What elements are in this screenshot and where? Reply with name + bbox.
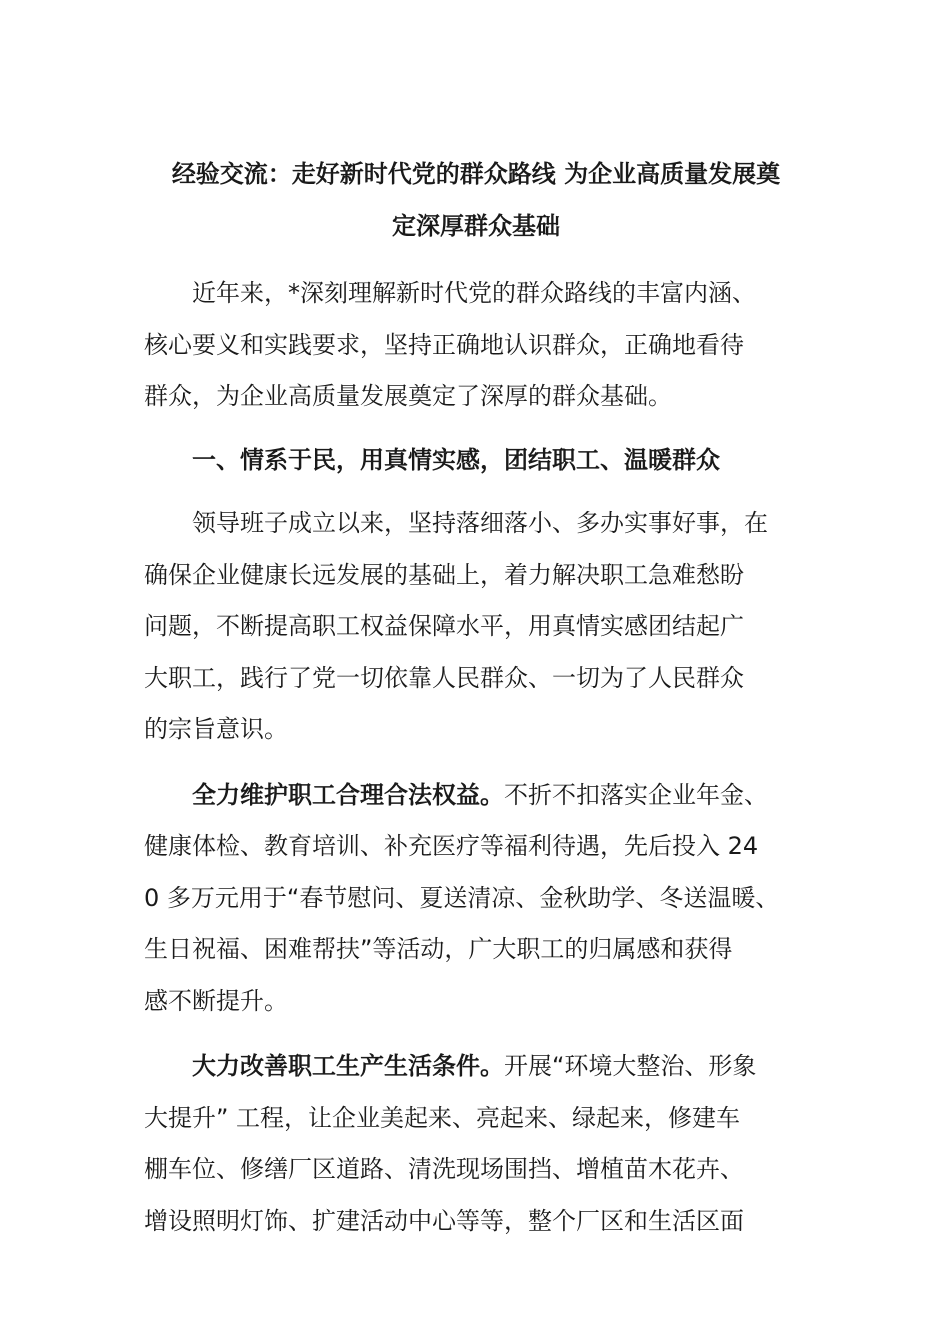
title-line-2: 定深厚群众基础 (392, 212, 560, 240)
intro-line-3: 群众，为企业高质量发展奠定了深厚的群众基础。 (144, 382, 672, 410)
item-2-first-line (144, 1041, 808, 1093)
section-1-heading: 一、情系于民，用真情实感，团结职工、温暖群众 (192, 445, 720, 474)
title-line-1: 经验交流：走好新时代党的群众路线 为企业高质量发展奠 (171, 160, 781, 188)
section-1-line-5: 的宗旨意识。 (144, 715, 288, 743)
item-1-first-line (144, 770, 808, 822)
item-2-line-2: 大提升” 工程，让企业美起来、亮起来、绿起来，修建车 (144, 1103, 741, 1132)
section-1-line-4: 大职工，践行了党一切依靠人民群众、一切为了人民群众 (144, 663, 744, 692)
intro-paragraph (144, 268, 808, 423)
section-1-line-2: 确保企业健康长远发展的基础上，着力解决职工急难愁盼 (144, 560, 744, 589)
intro-line-2: 核心要义和实践要求，坚持正确地认识群众，正确地看待 (144, 330, 744, 359)
intro-line-1: 近年来，*深刻理解新时代党的群众路线的丰富内涵、 (192, 279, 756, 307)
item-2-line-3: 棚车位、修缮厂区道路、清洗现场围挡、增植苗木花卉、 (144, 1155, 744, 1183)
item-1-line-4: 生日祝福、困难帮扶”等活动，广大职工的归属感和获得 (144, 935, 733, 963)
item-2-first-rest: 开展“环境大整治、形象 (504, 1052, 757, 1080)
section-1-line-3: 问题，不断提高职工权益保障水平，用真情实感团结起广 (144, 612, 744, 640)
document-page (144, 148, 808, 1247)
document-title (144, 148, 808, 252)
item-1-line-3: 0 多万元用于“春节慰问、夏送清凉、金秋助学、冬送温暖、 (144, 883, 780, 912)
section-1-line-1: 领导班子成立以来，坚持落细落小、多办实事好事，在 (192, 509, 768, 537)
item-1-paragraph (144, 770, 808, 1028)
item-1-lead: 全力维护职工合理合法权益。 (192, 780, 504, 809)
item-2-lead: 大力改善职工生产生活条件。 (192, 1052, 504, 1080)
item-1-line-5: 感不断提升。 (144, 986, 288, 1015)
item-1-first-rest: 不折不扣落实企业年金、 (504, 780, 768, 809)
item-1-line-2: 健康体检、教育培训、补充医疗等福利待遇，先后投入 24 (144, 832, 759, 860)
section-1-paragraph (144, 498, 808, 756)
item-2-paragraph (144, 1041, 808, 1247)
item-2-line-4: 增设照明灯饰、扩建活动中心等等，整个厂区和生活区面 (144, 1206, 744, 1235)
